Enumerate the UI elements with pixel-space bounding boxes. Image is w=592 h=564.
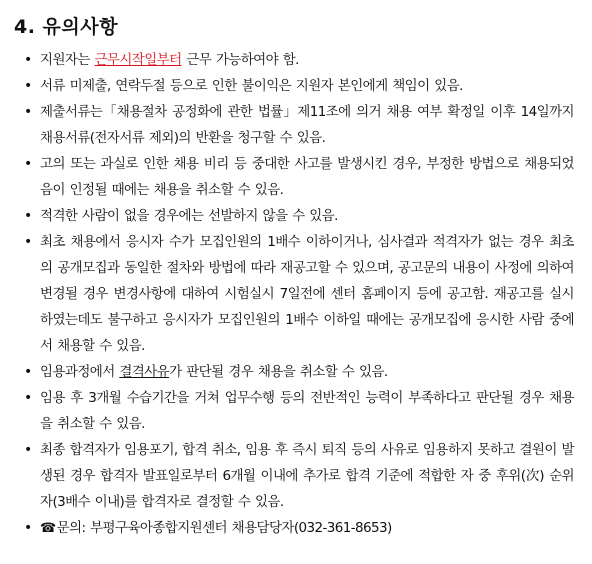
phone-icon: ☎ (40, 521, 56, 536)
disqualification-underline: 결격사유 (119, 364, 170, 380)
list-item (0, 437, 592, 515)
item-text: 최종 합격자가 임용포기, 합격 취소, 임용 후 즉시 퇴직 등의 사유로 임용하지 못하고 결원이 발생된 경우 합격자 발표일로부터 6개월 이내에 추가로 합격 기준에 적합한 자 중 후위(次) 순위자(3배수 이내)를 합격자로 결정할 수 있음. (40, 442, 574, 510)
item-text: 제출서류는「채용절차 공정화에 관한 법률」제11조에 의거 채용 여부 확정일 이후 14일까지 채용서류(전자서류 제외)의 반환을 청구할 수 있음. (40, 104, 574, 146)
item-text: 근무 가능하여야 함. (181, 52, 299, 68)
list-item (0, 73, 592, 99)
list-item (0, 203, 592, 229)
list-item (0, 47, 592, 73)
item-text: 고의 또는 과실로 인한 채용 비리 등 중대한 사고를 발생시킨 경우, 부정한 방법으로 채용되었음이 인정될 때에는 채용을 취소할 수 있음. (40, 156, 574, 198)
work-start-date-highlight: 근무시작일부터 (94, 52, 182, 68)
item-text: 임용 후 3개월 수습기간을 거쳐 업무수행 등의 전반적인 능력이 부족하다고 판단될 경우 채용을 취소할 수 있음. (40, 390, 574, 432)
list-item (0, 99, 592, 151)
list-item (0, 229, 592, 359)
list-item (0, 515, 592, 542)
item-text: 적격한 사람이 없을 경우에는 선발하지 않을 수 있음. (40, 208, 338, 224)
notice-list (0, 47, 592, 542)
item-text: 서류 미제출, 연락두절 등으로 인한 불이익은 지원자 본인에게 책임이 있음. (40, 78, 463, 94)
contact-text: 문의: 부평구육아종합지원센터 채용담당자(032-361-8653) (56, 520, 392, 536)
item-text: 지원자는 (40, 52, 95, 68)
item-text: 임용과정에서 (40, 364, 120, 380)
list-item (0, 385, 592, 437)
list-item (0, 151, 592, 203)
list-item (0, 359, 592, 385)
item-text: 최초 채용에서 응시자 수가 모집인원의 1배수 이하이거나, 심사결과 적격자가 없는 경우 최초의 공개모집과 동일한 절차와 방법에 따라 재공고할 수 있으며, 공고문의 내용이 사정에 의하여 변경될 경우 변경사항에 대하여 시험실시 7일전에 센터 홈페이지 등에 공고함. 재공고를 실시하였는데도 불구하고 응시자가 모집인원의 1배수 이하일 때에는 공개모집에 응시한 사람 중에서 채용할 수 있음. (40, 234, 574, 354)
section-heading: 4. 유의사항 (14, 16, 118, 38)
item-text: 가 판단될 경우 채용을 취소할 수 있음. (169, 364, 388, 380)
